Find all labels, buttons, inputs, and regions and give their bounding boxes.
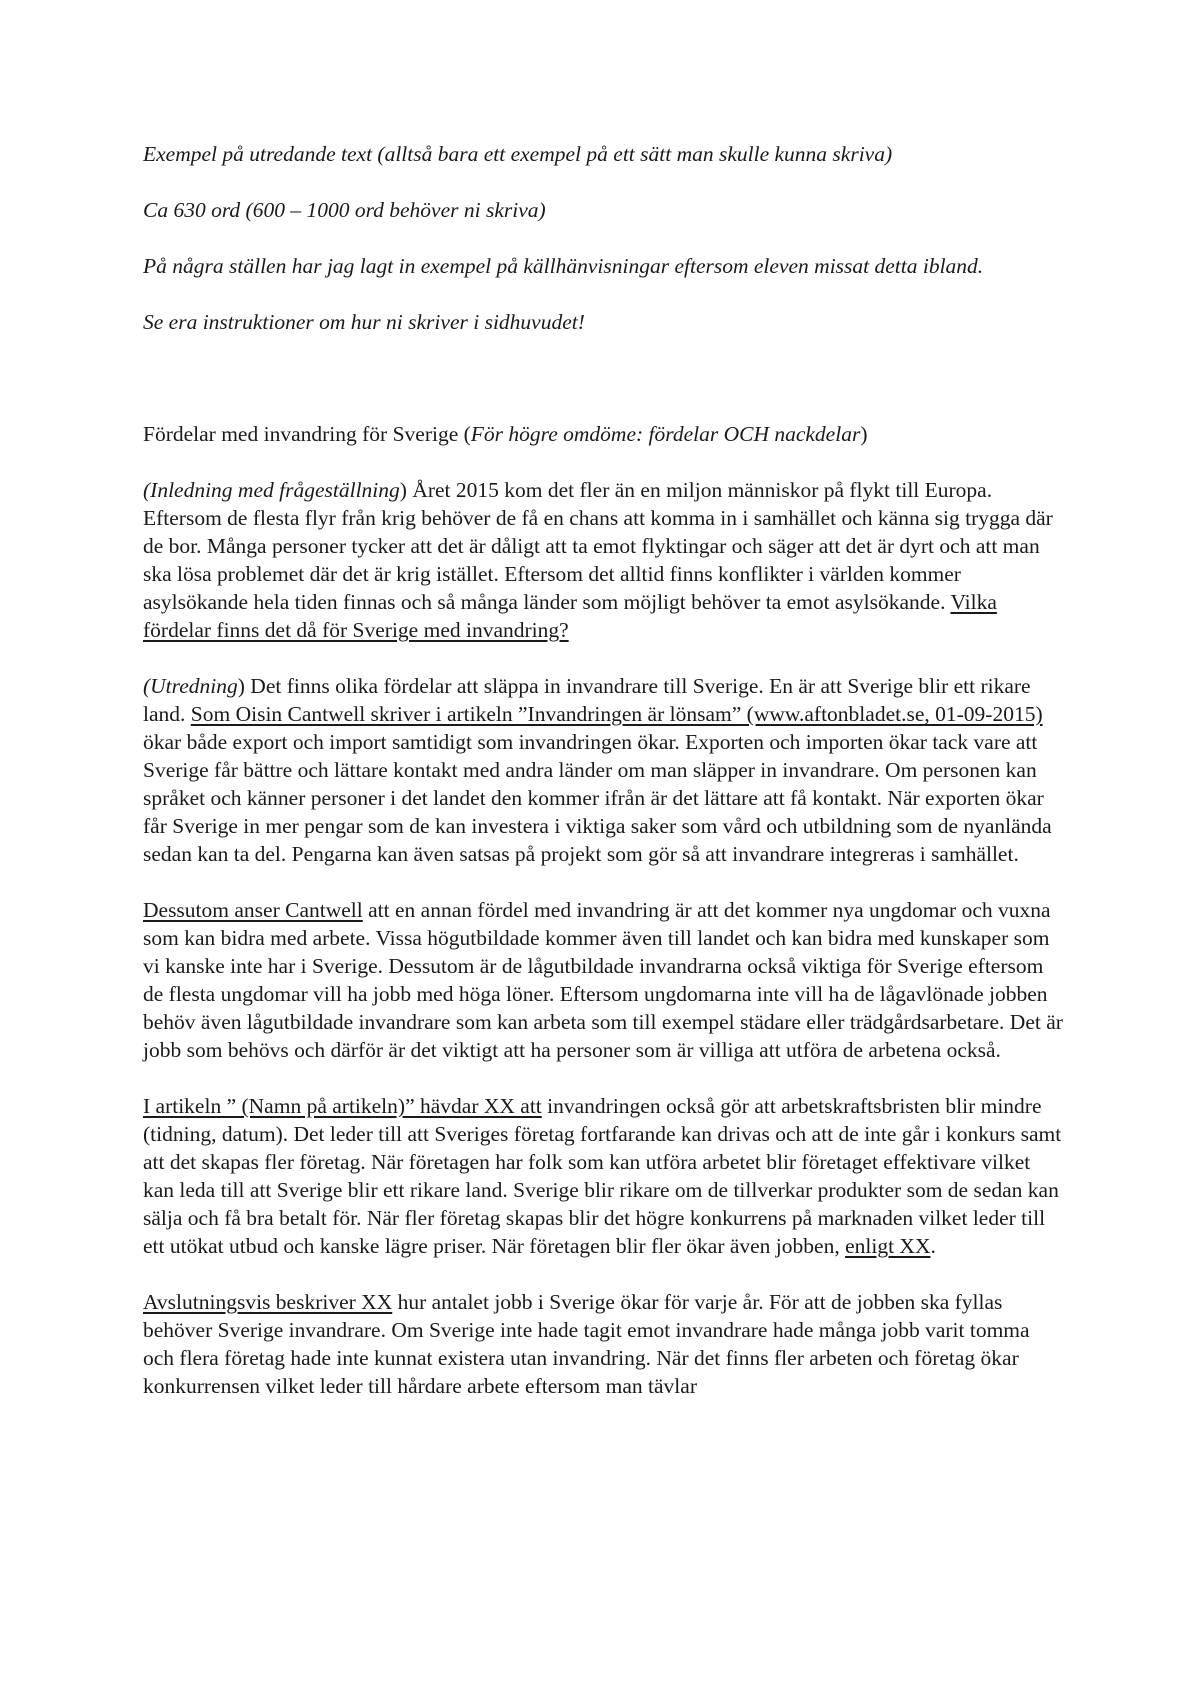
investigation-label: (Utredning xyxy=(143,674,238,698)
investigation-label-close: ) xyxy=(237,674,245,698)
source-reference-article: I artikeln ” (Namn på artikeln)” hävdar XX att xyxy=(143,1094,542,1118)
intro-text: Året 2015 kom det fler än en miljon människor på flykt till Europa. Eftersom de flesta flyr från krig behöver de få en chans att komma in i samhället och känna sig trygga där de bor. Många personer tycker att det är dåligt att ta emot flyktingar och säger att det är dyrt och att man ska lösa problemet där det är krig istället. Eftersom det alltid finns konflikter i världen kommer asylsökande hela tiden finnas och så många länder som möjligt behöver ta emot asylsökande. xyxy=(143,478,1053,614)
investigation-text-2: ökar både export och import samtidigt som invandringen ökar. Exporten och importen ökar tack vare att Sverige får bättre och lättare kontakt med andra länder om man släpper in invandrare. Om personen kan språket och känner personer i det landet den kommer ifrån är det lättare att få kontakt. När exporten ökar får Sverige in mer pengar som de kan investera i viktiga saker som vård och utbildning som de nyanlända sedan kan ta del. Pengarna kan även satsas på projekt som gör så att invandrare integreras i samhället. xyxy=(143,730,1052,866)
paragraph-introduction xyxy=(143,476,1065,644)
paragraph-conclusion xyxy=(143,1288,1065,1400)
title-close: ) xyxy=(860,422,868,446)
article-text-1: invandringen också gör att arbetskraftsbristen blir mindre (tidning, datum). Det leder till att Sveriges företag fortfarande kan drivas och att de inte går i konkurs samt att det skapas fler företag. När företagen har folk som kan utföra arbetet blir företaget effektivare vilket kan leda till att Sverige blir ett rikare land. Sverige blir rikare om de tillverkar produkter som de sedan kan sälja och få bra betalt för. När fler företag skapas blir det högre konkurrens på marknaden vilket leder till ett utökat utbud och kanske lägre priser. När företagen blir fler ökar även jobben, xyxy=(143,1094,1062,1258)
paragraph-article xyxy=(143,1092,1065,1260)
essay-title xyxy=(143,420,1065,448)
source-reference-cantwell: Som Oisin Cantwell skriver i artikeln ”Invandringen är lönsam” (www.aftonbladet.se, 01-09-2015) xyxy=(190,702,1043,726)
title-note: För högre omdöme: fördelar OCH nackdelar xyxy=(470,422,861,446)
title-main: Fördelar med invandring för Sverige ( xyxy=(143,422,471,446)
paragraph-investigation xyxy=(143,672,1065,868)
intro-label-close: ) xyxy=(399,478,407,502)
note-instructions: Se era instruktioner om hur ni skriver i sidhuvudet! xyxy=(143,310,585,334)
source-reference-conclusion: Avslutningsvis beskriver XX xyxy=(143,1290,393,1314)
investigation-text-1: Det finns olika fördelar att släppa in invandrare till Sverige. En är att Sverige blir ett rikare land. xyxy=(143,674,1031,726)
source-reference-xx: enligt XX xyxy=(845,1234,931,1258)
note-word-count: Ca 630 ord (600 – 1000 ord behöver ni skriva) xyxy=(143,198,546,222)
intro-label: (Inledning med frågeställning xyxy=(143,478,400,502)
source-reference-cantwell-2: Dessutom anser Cantwell xyxy=(143,898,363,922)
document-page xyxy=(143,140,1065,1428)
spacer xyxy=(143,364,1065,420)
note-references: På några ställen har jag lagt in exempel på källhänvisningar eftersom eleven missat detta ibland. xyxy=(143,254,984,278)
conclusion-text: hur antalet jobb i Sverige ökar för varje år. För att de jobben ska fyllas behöver Sverige invandrare. Om Sverige inte hade tagit emot invandrare hade många jobb varit tomma och flera företag hade inte kunnat existera utan invandring. När det finns fler arbeten och företag ökar konkurrensen vilket leder till hårdare arbete eftersom man tävlar xyxy=(143,1290,1030,1398)
note-example-text: Exempel på utredande text (alltså bara ett exempel på ett sätt man skulle kunna skriva) xyxy=(143,142,893,166)
cantwell-text: att en annan fördel med invandring är att det kommer nya ungdomar och vuxna som kan bidra med arbete. Vissa högutbildade kommer även till landet och kan bidra med kunskaper som vi kanske inte har i Sverige. Dessutom är de lågutbildade invandrarna också viktiga för Sverige eftersom de flesta ungdomar vill ha jobb med höga löner. Eftersom ungdomarna inte vill ha de lågavlönade jobben behöv även lågutbildade invandrare som kan arbeta som till exempel städare eller trädgårdsarbetare. Det är jobb som behövs och därför är det viktigt att ha personer som är villiga att utföra de arbetena också. xyxy=(143,898,1063,1062)
research-question: Vilka fördelar finns det då för Sverige med invandring? xyxy=(143,590,997,642)
article-text-2: . xyxy=(930,1234,936,1258)
paragraph-cantwell xyxy=(143,896,1065,1064)
